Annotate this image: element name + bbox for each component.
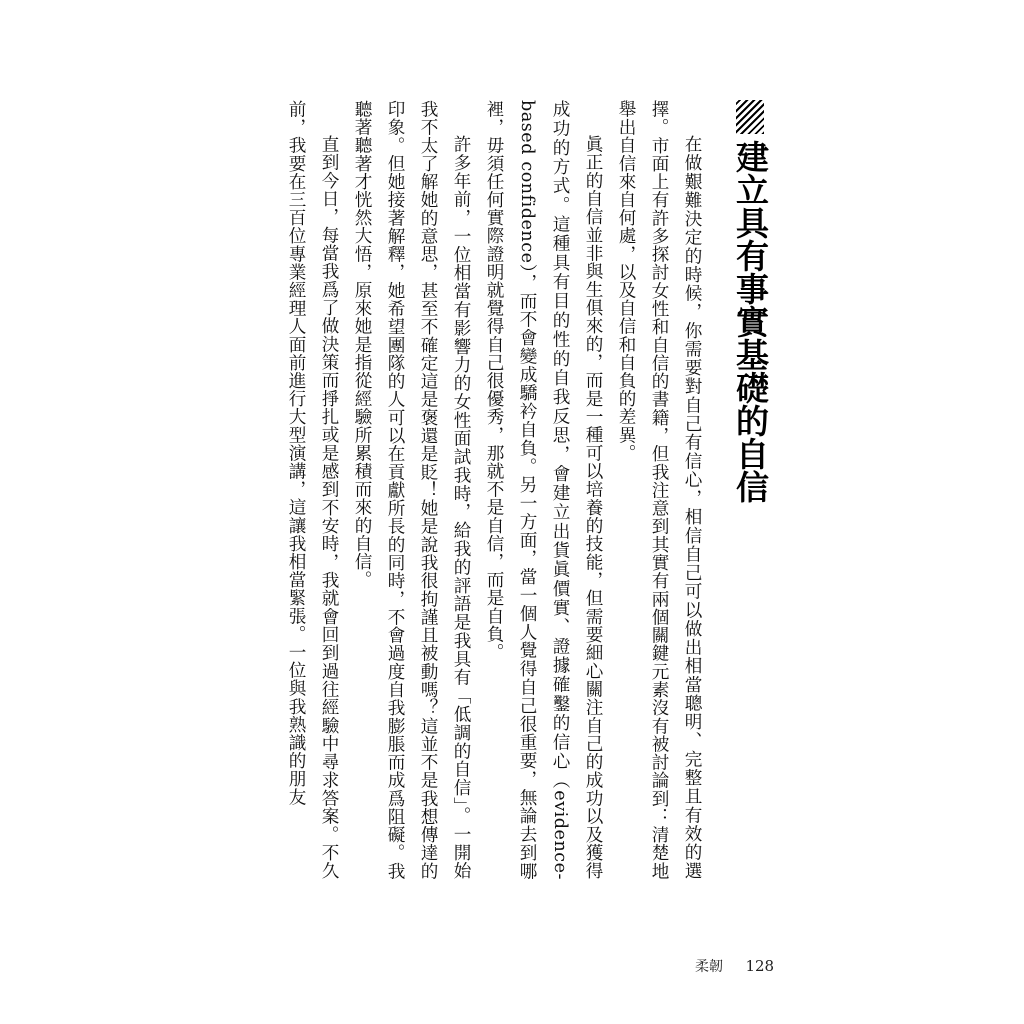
paragraph-2: 眞正的自信並非與生俱來的，而是一種可以培養的技能，但需要細心關注自己的成功以及獲得成功的方式。這種具有目的性的自我反思，會建立出貨眞價實、證據確鑿的信心（evidence-based confidence），而不會變成驕衿自負。另一方面，當一個人覺得自己很重要，無論去到哪裡，毋須任何實際證明就覺得自己很優秀，那就不是自信，而是自負。 xyxy=(484,100,603,880)
paragraph-4: 直到今日，每當我爲了做決策而掙扎或是感到不安時，我就會回到過往經驗中尋求答案。不久前，我要在三百位專業經理人面前進行大型演講，這讓我相當緊張。一位與我熟識的朋友 xyxy=(286,100,339,880)
hatched-square-icon xyxy=(736,100,764,134)
section-heading-text: 建立具有事實基礎的自信 xyxy=(731,140,770,503)
book-title: 柔韌 xyxy=(695,959,723,975)
page-footer xyxy=(695,956,774,976)
section-heading xyxy=(728,100,772,880)
vertical-text-block xyxy=(279,100,772,880)
paragraph-1: 在做艱難決定的時候，你需要對自己有信心，相信自己可以做出相當聰明、完整且有效的選擇。市面上有許多探討女性和自信的書籍，但我注意到其實有兩個關鍵元素沒有被討論到：清楚地舉出自信來自何處，以及自信和自負的差異。 xyxy=(616,100,702,880)
paragraph-3: 許多年前，一位相當有影響力的女性面試我時，給我的評語是我具有「低調的自信」。一開始我不太了解她的意思，甚至不確定這是褒還是貶！她是說我很拘謹且被動嗎？這並不是我想傳達的印象。但她接著解釋，她希望團隊的人可以在貢獻所長的同時，不會過度自我膨脹而成爲阻礙。我聽著聽著才恍然大悟，原來她是指從經驗所累積而來的自信。 xyxy=(352,100,471,880)
page-number: 128 xyxy=(745,957,775,975)
